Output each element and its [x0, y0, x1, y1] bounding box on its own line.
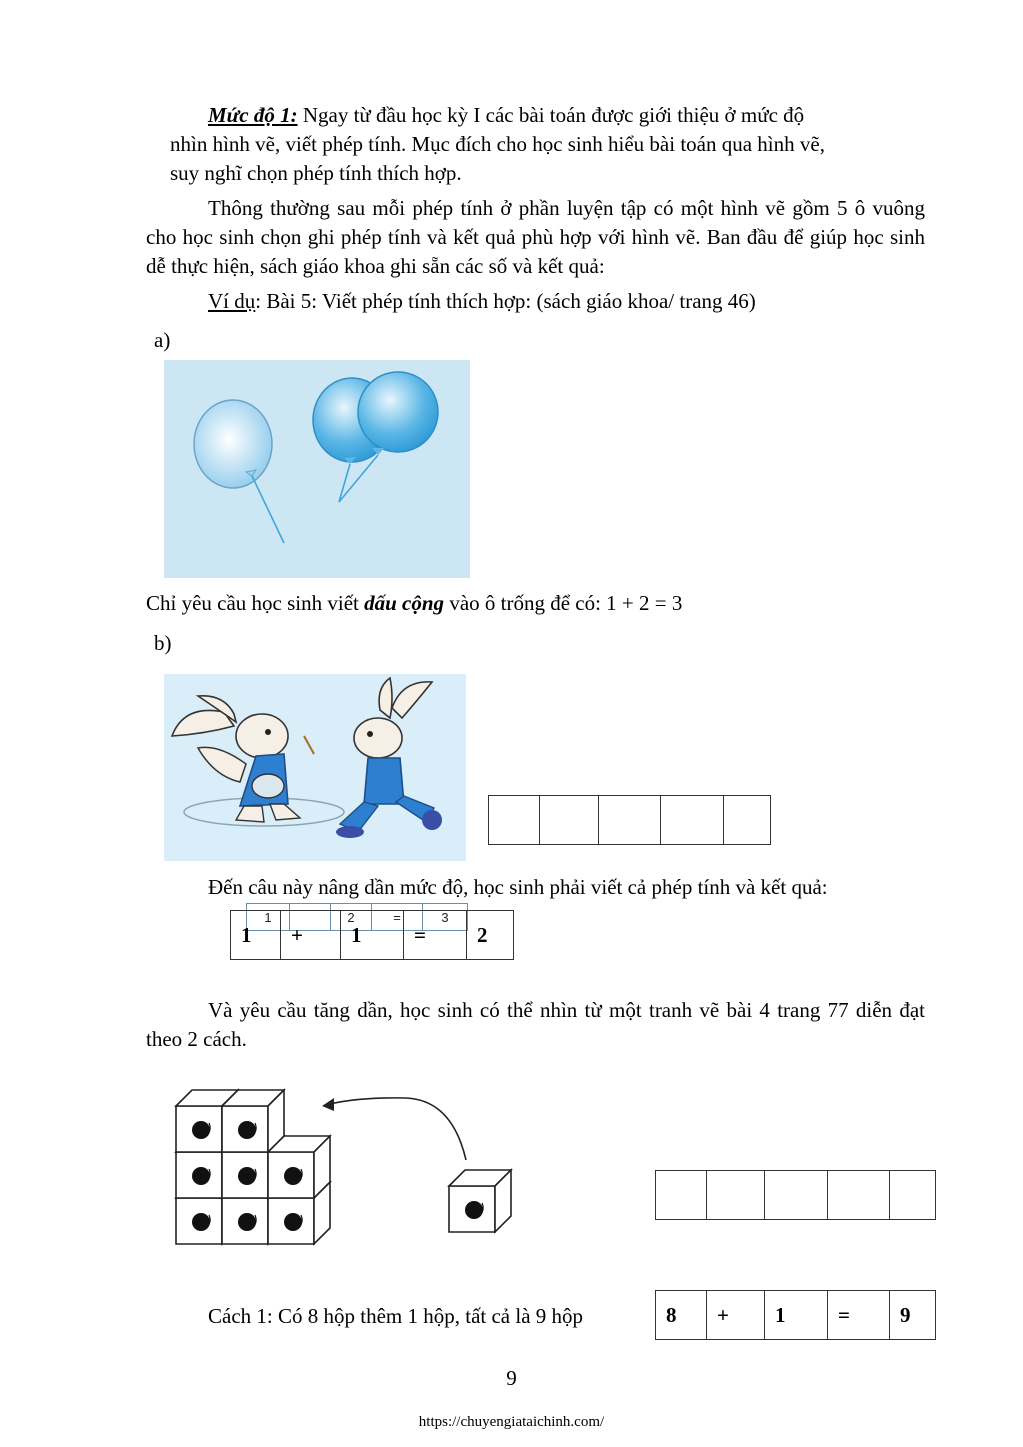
answer-grid-b: [230, 910, 514, 960]
answer-cell-a-1: 1: [246, 903, 290, 931]
way-1-caption: Cách 1: Có 8 hộp thêm 1 hộp, tất cả là 9 hộp: [208, 1304, 584, 1328]
balloons-illustration: [164, 360, 470, 578]
grid-cell: 1: [341, 910, 404, 960]
grid-cell[interactable]: [890, 1170, 936, 1220]
answer-grid-way-1: [655, 1290, 936, 1340]
footer-url[interactable]: https://chuyengiataichinh.com/: [418, 1414, 605, 1430]
example-label: Ví dụ: [208, 289, 256, 313]
plus-sign-emphasis: dấu cộng: [364, 591, 445, 615]
grid-cell: =: [404, 910, 467, 960]
answer-cell-a-4: =: [371, 903, 423, 931]
grid-cell: =: [828, 1290, 890, 1340]
paragraph-two-ways: Và yêu cầu tăng dần, học sinh có thể nhìn từ một tranh vẽ bài 4 trang 77 diễn đạt theo 2 cách.: [146, 998, 925, 1051]
grid-cell[interactable]: [599, 795, 661, 845]
empty-answer-grid-b: [488, 795, 771, 845]
grid-cell[interactable]: [489, 795, 540, 845]
grid-cell[interactable]: [724, 795, 771, 845]
part-b-caption: Đến câu này nâng dần mức độ, học sinh phải viết cả phép tính và kết quả:: [208, 875, 828, 899]
grid-cell: 2: [467, 910, 514, 960]
part-a-label: a): [154, 328, 171, 352]
grid-cell[interactable]: [540, 795, 599, 845]
paragraph-five-squares: Thông thường sau mỗi phép tính ở phần luyện tập có một hình vẽ gồm 5 ô vuông cho học sinh chọn ghi phép tính và kết quả phù hợp với hình vẽ. Ban đầu để giúp học sinh dễ thực hiện, sách giáo khoa ghi sẵn các số và kết quả:: [146, 196, 925, 278]
grid-cell[interactable]: [656, 1170, 707, 1220]
level-heading: Mức độ 1:: [208, 103, 298, 127]
answer-cell-a-3: 2: [330, 903, 372, 931]
grid-cell: +: [281, 910, 341, 960]
part-b-label: b): [154, 631, 172, 655]
part-a-caption: Chỉ yêu cầu học sinh viết dấu cộng vào ô trống để có: 1 + 2 = 3: [146, 591, 683, 615]
grid-cell[interactable]: [828, 1170, 890, 1220]
grid-cell: 9: [890, 1290, 936, 1340]
grid-cell: 8: [656, 1290, 707, 1340]
grid-cell[interactable]: [765, 1170, 828, 1220]
grid-cell: 1: [765, 1290, 828, 1340]
rabbits-illustration: [164, 674, 466, 861]
rabbits-picture: [164, 674, 466, 861]
cubes-illustration: [170, 1080, 520, 1250]
answer-cell-a-5: 3: [422, 903, 468, 931]
example-line: Ví dụ: Bài 5: Viết phép tính thích hợp: (sách giáo khoa/ trang 46): [208, 289, 756, 313]
empty-answer-grid-cubes: [655, 1170, 936, 1220]
intro-line-2: nhìn hình vẽ, viết phép tính. Mục đích cho học sinh hiểu bài toán qua hình vẽ,: [170, 132, 825, 156]
intro-line-3: suy nghĩ chọn phép tính thích hợp.: [170, 161, 462, 185]
intro-line-1: Mức độ 1: Ngay từ đầu học kỳ I các bài toán được giới thiệu ở mức độ: [208, 103, 805, 127]
grid-cell: +: [707, 1290, 765, 1340]
page-number: 9: [506, 1366, 517, 1390]
grid-cell[interactable]: [661, 795, 724, 845]
grid-cell: 1: [231, 910, 281, 960]
grid-cell[interactable]: [707, 1170, 765, 1220]
